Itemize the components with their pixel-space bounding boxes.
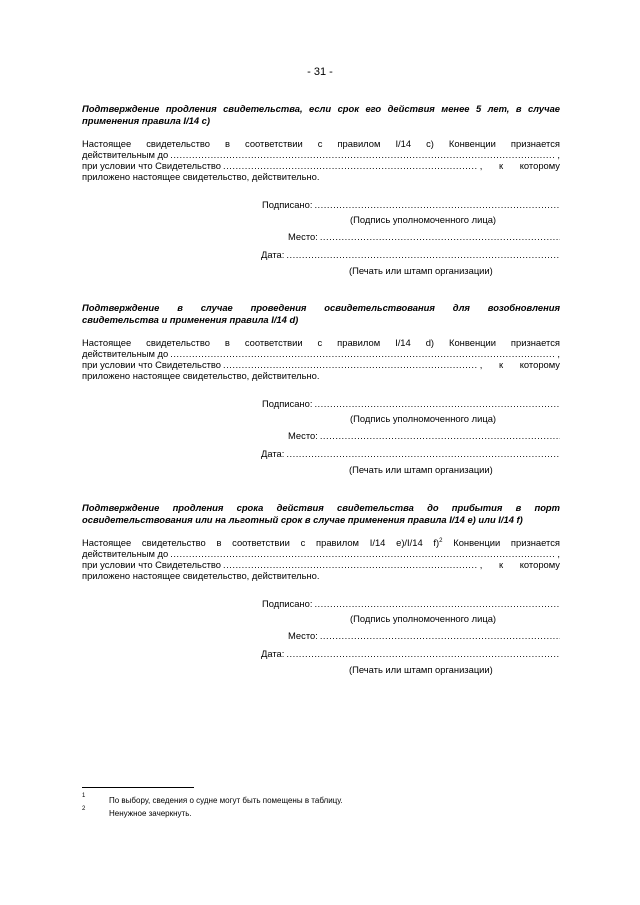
- condition-row: [82, 559, 560, 570]
- place-row: [288, 430, 560, 441]
- section-confirmation-2: [82, 302, 560, 480]
- signed-label: Подписано:: [262, 598, 313, 609]
- place-row: [288, 231, 560, 242]
- signed-field[interactable]: [314, 199, 560, 210]
- condition-row: [82, 160, 560, 171]
- condition-end: , к которому: [479, 559, 560, 570]
- valid-until-label: действительным до: [82, 348, 169, 359]
- valid-until-row: [82, 348, 560, 359]
- place-row: [288, 630, 560, 641]
- attached-line: приложено настоящее свидетельство, действительно.: [82, 570, 320, 581]
- heading-line: применения правила I/14 c): [82, 115, 211, 126]
- signed-field[interactable]: [314, 598, 560, 609]
- place-label: Место:: [288, 231, 318, 242]
- condition-label: при условии что Свидетельство: [82, 559, 222, 570]
- signed-row: [262, 398, 560, 409]
- signed-row: [262, 199, 560, 210]
- signed-row: [262, 598, 560, 609]
- valid-until-field[interactable]: [170, 149, 555, 160]
- section-heading: [82, 502, 560, 526]
- certificate-field[interactable]: [223, 559, 478, 570]
- certificate-field[interactable]: [223, 359, 478, 370]
- date-row: [261, 648, 560, 659]
- punct: ,: [557, 348, 560, 359]
- condition-label: при условии что Свидетельство: [82, 160, 222, 171]
- date-field[interactable]: [286, 648, 560, 659]
- stamp-caption: (Печать или штамп организации): [349, 664, 493, 675]
- signed-caption: (Подпись уполномоченного лица): [350, 214, 497, 225]
- attached-line: приложено настоящее свидетельство, действительно.: [82, 171, 320, 182]
- valid-until-label: действительным до: [82, 548, 169, 559]
- heading-line: свидетельства и применения правила I/14 d): [82, 314, 299, 325]
- date-label: Дата:: [261, 249, 285, 260]
- date-label: Дата:: [261, 648, 285, 659]
- footnote-divider: [82, 787, 194, 788]
- valid-until-row: [82, 149, 560, 160]
- section-heading: [82, 103, 560, 127]
- section-heading: [82, 302, 560, 326]
- place-field[interactable]: [320, 430, 560, 441]
- stamp-caption: (Печать или штамп организации): [349, 464, 493, 475]
- valid-until-label: действительным до: [82, 149, 169, 160]
- place-field[interactable]: [320, 630, 560, 641]
- valid-until-field[interactable]: [170, 548, 555, 559]
- punct: ,: [557, 149, 560, 160]
- condition-end: , к которому: [479, 160, 560, 171]
- stamp-caption: (Печать или штамп организации): [349, 265, 493, 276]
- footnote-ref: 2: [439, 537, 443, 544]
- heading-line: Подтверждение продления срока действия свидетельства до прибытия в порт: [82, 502, 560, 513]
- condition-end: , к которому: [479, 359, 560, 370]
- signature-block: [82, 199, 560, 281]
- valid-until-row: [82, 548, 560, 559]
- signed-caption: (Подпись уполномоченного лица): [350, 413, 497, 424]
- attached-line: приложено настоящее свидетельство, действительно.: [82, 370, 320, 381]
- signed-caption: (Подпись уполномоченного лица): [350, 613, 497, 624]
- date-field[interactable]: [286, 249, 560, 260]
- footnote-mark: 1: [82, 793, 86, 799]
- heading-line: Подтверждение продления свидетельства, если срок его действия менее 5 лет, в случае: [82, 103, 560, 114]
- footnote-text: По выбору, сведения о судне могут быть помещены в таблицу.: [109, 796, 343, 805]
- condition-label: при условии что Свидетельство: [82, 359, 222, 370]
- footnote-mark: 2: [82, 806, 86, 812]
- section-body: [82, 138, 560, 182]
- section-confirmation-3: [82, 502, 560, 680]
- place-label: Место:: [288, 430, 318, 441]
- page-number: - 31 -: [307, 66, 333, 78]
- place-field[interactable]: [320, 231, 560, 242]
- body-line: Настоящее свидетельство в соответствии с правилом I/14 c) Конвенции признается: [82, 138, 560, 149]
- punct: ,: [557, 548, 560, 559]
- footnote-text: Ненужное зачеркнуть.: [109, 809, 192, 818]
- date-field[interactable]: [286, 448, 560, 459]
- heading-line: Подтверждение в случае проведения освидетельствования для возобновления: [82, 302, 560, 313]
- date-label: Дата:: [261, 448, 285, 459]
- signed-label: Подписано:: [262, 199, 313, 210]
- date-row: [261, 249, 560, 260]
- certificate-field[interactable]: [223, 160, 478, 171]
- condition-row: [82, 359, 560, 370]
- section-confirmation-1: [82, 103, 560, 281]
- heading-line: освидетельствования или на льготный срок в случае применения правила I/14 e) или I/14 f): [82, 514, 523, 525]
- place-label: Место:: [288, 630, 318, 641]
- signature-block: [82, 598, 560, 680]
- section-body: [82, 537, 560, 581]
- date-row: [261, 448, 560, 459]
- signed-label: Подписано:: [262, 398, 313, 409]
- body-line: Настоящее свидетельство в соответствии с правилом I/14 d) Конвенции признается: [82, 337, 560, 348]
- signature-block: [82, 398, 560, 480]
- signed-field[interactable]: [314, 398, 560, 409]
- body-line: Настоящее свидетельство в соответствии с правилом I/14 e)/I/14 f)$^2$ Конвенции признается: [82, 537, 561, 548]
- section-body: [82, 337, 560, 381]
- valid-until-field[interactable]: [170, 348, 555, 359]
